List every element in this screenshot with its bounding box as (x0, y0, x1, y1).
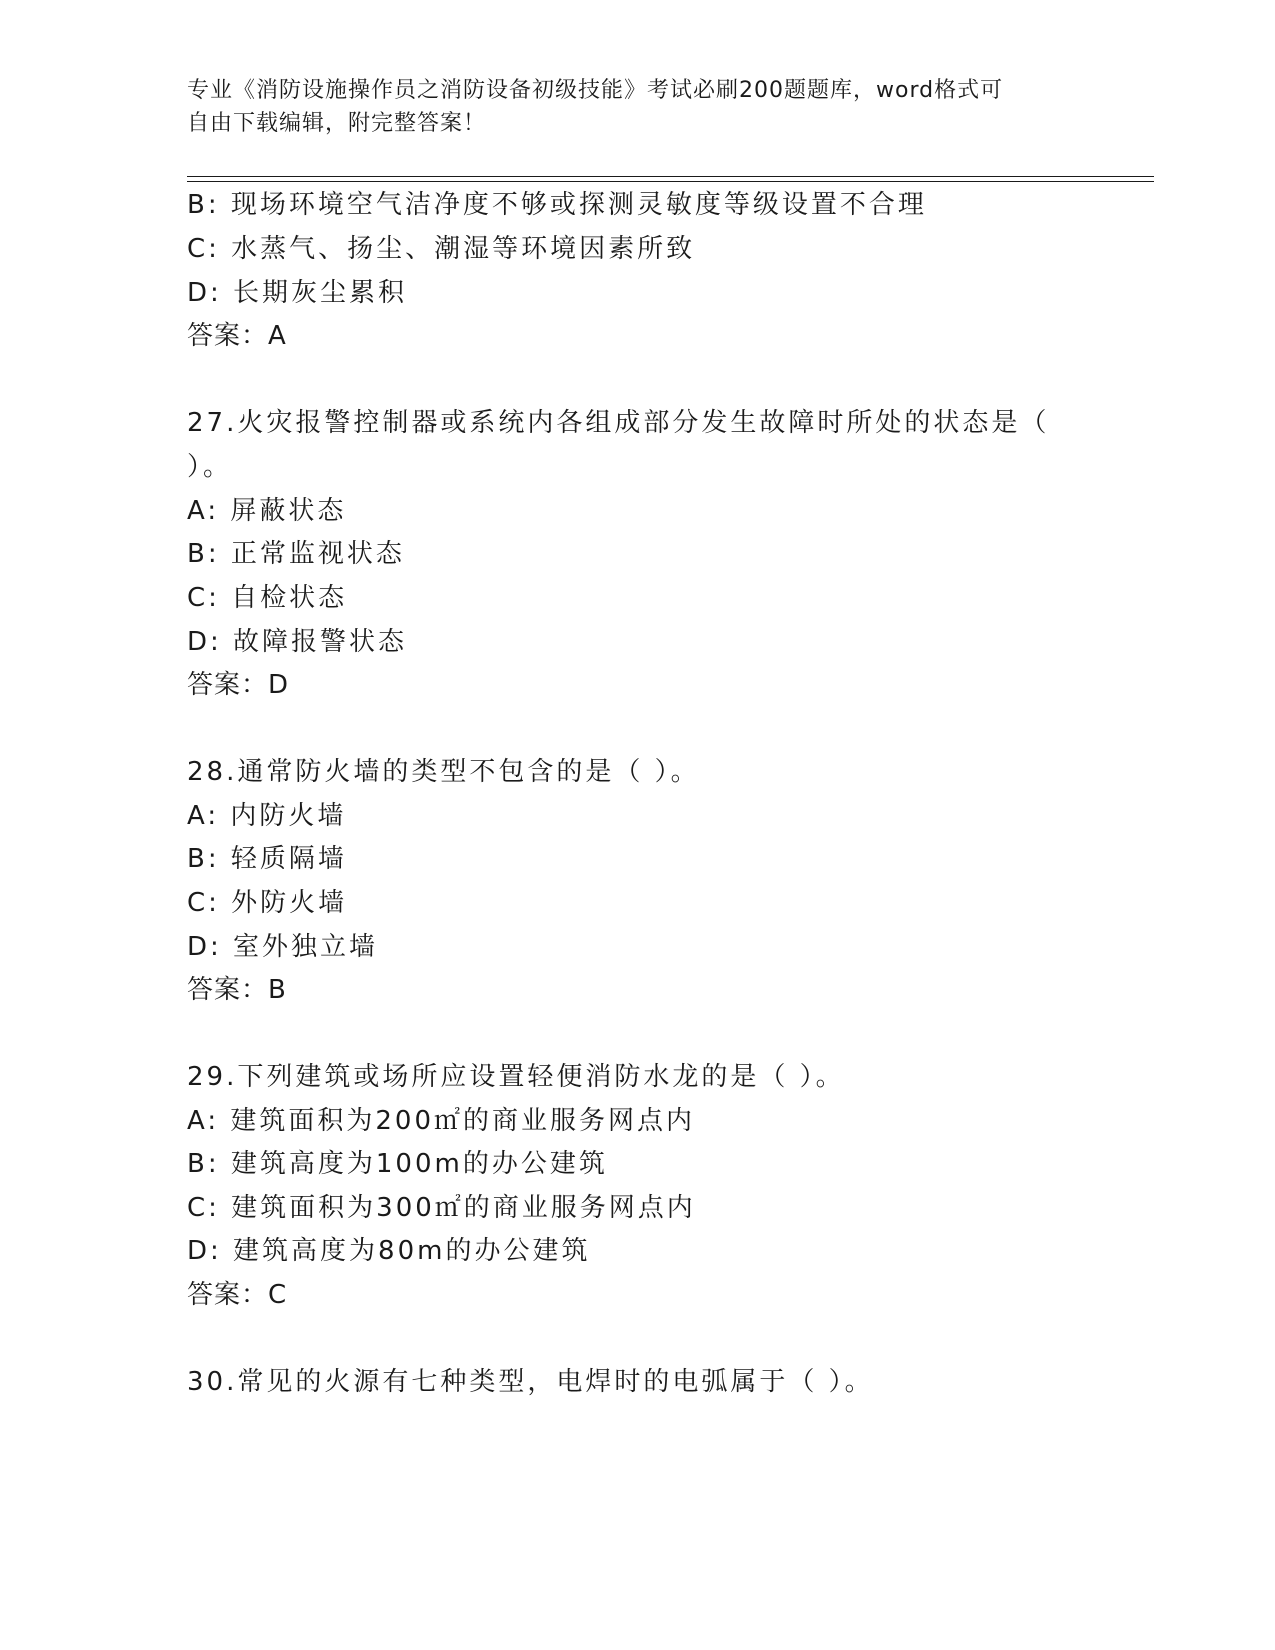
q27-stem-line-2: ）。 (187, 452, 233, 482)
q28-option-b: B: 轻质隔墙 (187, 844, 347, 874)
q28-stem: 28.通常防火墙的类型不包含的是（ ）。 (187, 757, 700, 787)
q26-option-b: B: 现场环境空气洁净度不够或探测灵敏度等级设置不合理 (187, 190, 927, 220)
q27-option-c: C: 自检状态 (187, 583, 348, 613)
header-line-2: 自由下载编辑，附完整答案！ (187, 111, 487, 136)
q28-answer: 答案：B (187, 975, 287, 1005)
q27-option-a: A: 屏蔽状态 (187, 496, 347, 526)
q28-option-c: C: 外防火墙 (187, 888, 348, 918)
q29-option-d: D: 建筑高度为80m的办公建筑 (187, 1236, 591, 1266)
q26-option-d: D: 长期灰尘累积 (187, 278, 408, 308)
header-divider-top (187, 176, 1154, 177)
q26-answer: 答案：A (187, 321, 287, 351)
q27-option-b: B: 正常监视状态 (187, 539, 405, 569)
header-divider-bottom (187, 181, 1154, 182)
q27-answer: 答案：D (187, 670, 290, 700)
q29-option-a: A: 建筑面积为200㎡的商业服务网点内 (187, 1106, 695, 1136)
q26-option-c: C: 水蒸气、扬尘、潮湿等环境因素所致 (187, 234, 696, 264)
q29-answer: 答案：C (187, 1280, 288, 1310)
q28-option-a: A: 内防火墙 (187, 801, 347, 831)
q29-option-c: C: 建筑面积为300㎡的商业服务网点内 (187, 1193, 696, 1223)
header-line-1: 专业《消防设施操作员之消防设备初级技能》考试必刷200题题库，word格式可 (187, 78, 1004, 103)
document-header (187, 74, 1087, 140)
q27-stem-line-1: 27.火灾报警控制器或系统内各组成部分发生故障时所处的状态是（ (187, 408, 1050, 438)
q29-stem: 29.下列建筑或场所应设置轻便消防水龙的是（ ）。 (187, 1062, 845, 1092)
q27-option-d: D: 故障报警状态 (187, 627, 408, 657)
q29-option-b: B: 建筑高度为100m的办公建筑 (187, 1149, 608, 1179)
q30-stem: 30.常见的火源有七种类型，电焊时的电弧属于（ ）。 (187, 1367, 874, 1397)
q28-option-d: D: 室外独立墙 (187, 932, 379, 962)
